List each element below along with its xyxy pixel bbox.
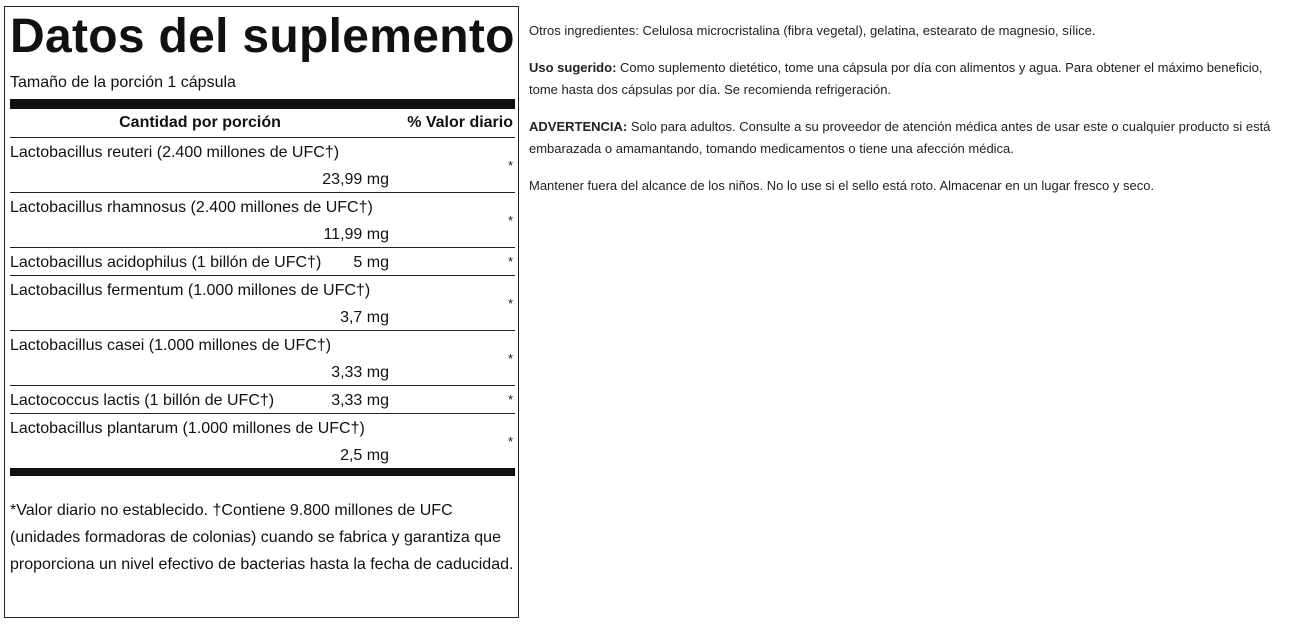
suggested-use-text: Como suplemento dietético, tome una cápsula por día con alimentos y agua. Para obtener el máximo beneficio, tome hasta dos cápsulas por día. Se recomienda refrigeración.: [529, 60, 1263, 97]
nutrient-row: [10, 248, 515, 276]
nutrient-row: [10, 138, 515, 193]
warning-label: ADVERTENCIA:: [529, 119, 628, 134]
nutrient-dv: *: [507, 392, 513, 407]
nutrient-dv: *: [507, 434, 513, 449]
nutrient-name: Lactobacillus rhamnosus (2.400 millones de UFC†): [10, 199, 373, 216]
nutrient-dv: *: [507, 158, 513, 173]
nutrient-name: Lactobacillus fermentum (1.000 millones de UFC†): [10, 282, 371, 299]
suggested-use-label: Uso sugerido:: [529, 60, 617, 75]
warning: [529, 116, 1289, 160]
nutrient-dv: *: [507, 254, 513, 269]
nutrient-row: [10, 386, 515, 414]
supplement-facts-panel: [4, 6, 519, 618]
nutrient-amount: 3,33 mg: [331, 364, 389, 381]
nutrient-name: Lactobacillus casei (1.000 millones de UFC†): [10, 337, 332, 354]
nutrient-amount: 5 mg: [353, 254, 389, 271]
nutrient-amount: 2,5 mg: [340, 447, 389, 464]
nutrient-amount: 23,99 mg: [322, 171, 389, 188]
serving-size: Tamaño de la porción 1 cápsula: [10, 74, 236, 91]
nutrient-name: Lactococcus lactis (1 billón de UFC†): [10, 392, 275, 409]
product-info: [529, 20, 1289, 212]
thick-divider: [10, 99, 515, 109]
warning-text: Solo para adultos. Consulte a su proveedor de atención médica antes de usar este o cualquier producto si está embarazada o amamantando, tomando medicamentos o tiene una afección médica.: [529, 119, 1271, 156]
suggested-use: [529, 57, 1289, 101]
nutrient-amount: 3,7 mg: [340, 309, 389, 326]
facts-title: Datos del suplemento: [10, 10, 515, 63]
bottom-divider: [10, 468, 515, 476]
nutrient-amount: 11,99 mg: [323, 226, 389, 243]
nutrient-row: [10, 414, 515, 468]
nutrient-dv: *: [507, 296, 513, 311]
other-ingredients: Otros ingredientes: Celulosa microcristalina (fibra vegetal), gelatina, estearato de magnesio, sílice.: [529, 23, 1096, 38]
nutrient-dv: *: [507, 351, 513, 366]
storage-note: Mantener fuera del alcance de los niños. No lo use si el sello está roto. Almacenar en un lugar fresco y seco.: [529, 178, 1155, 193]
facts-footnote: *Valor diario no establecido. †Contiene 9.800 millones de UFC (unidades formadoras de colonias) cuando se fabrica y garantiza que proporciona un nivel efectivo de bacterias hasta la fecha de caducidad.: [10, 502, 514, 573]
nutrient-name: Lactobacillus reuteri (2.400 millones de UFC†): [10, 144, 340, 161]
nutrient-row: [10, 276, 515, 331]
nutrient-name: Lactobacillus plantarum (1.000 millones de UFC†): [10, 420, 365, 437]
nutrient-row: [10, 193, 515, 248]
header-daily-value: % Valor diario: [407, 114, 513, 131]
nutrient-dv: *: [507, 213, 513, 228]
nutrient-name: Lactobacillus acidophilus (1 billón de UFC†): [10, 254, 322, 271]
header-amount-per-serving: Cantidad por porción: [119, 114, 281, 131]
nutrient-amount: 3,33 mg: [331, 392, 389, 409]
nutrient-row: [10, 331, 515, 386]
facts-header-row: [10, 109, 515, 138]
